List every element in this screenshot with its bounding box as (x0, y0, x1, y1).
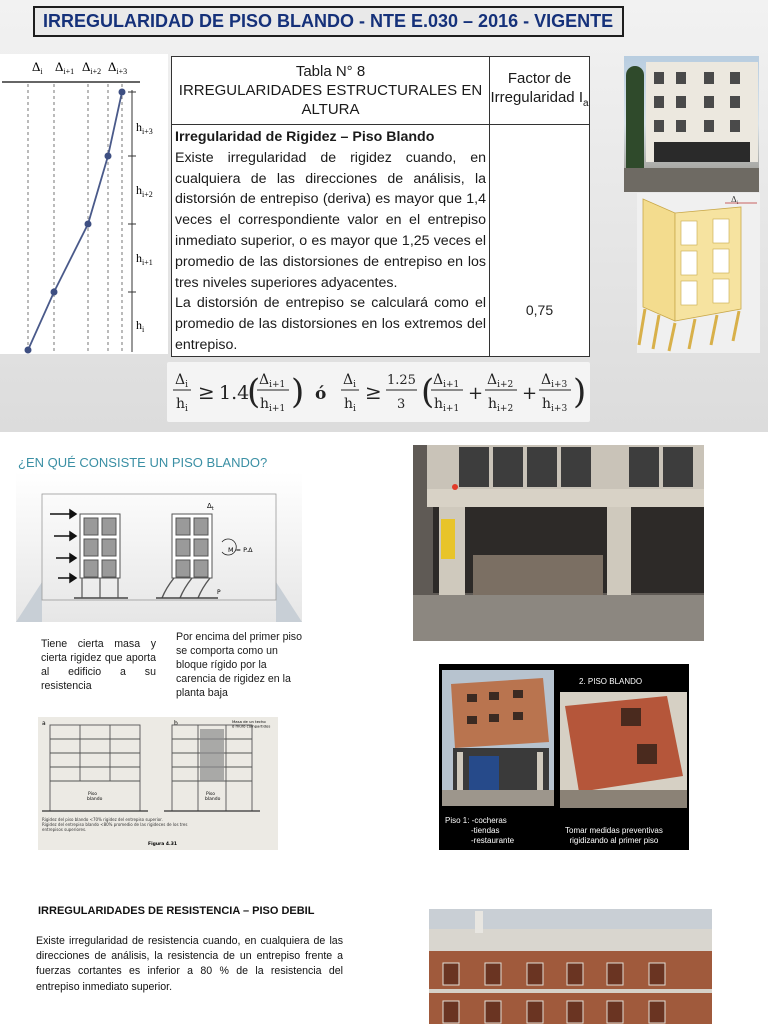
formula-plus-2: + (522, 383, 538, 404)
svg-text:(: ( (247, 372, 261, 412)
formula-coef-2-num: 1.25 (387, 373, 416, 388)
factor-value-cell (490, 125, 590, 357)
rule-description-cell (172, 125, 490, 357)
factor-header-cell (490, 57, 590, 125)
formula-delta-i1: $\Delta_{i+1}$ (259, 372, 286, 390)
formula-h-i1-b: $h_{i+1}$ (434, 396, 460, 414)
height-label-i2: $h_{i+2}$ (136, 183, 153, 199)
formula-conjunction: ó (315, 384, 327, 404)
rule-paragraph-2: La distorsión de entrepiso se calculará como el promedio de las distorsiones en los extremos del entrepiso. (175, 295, 486, 353)
formula-geq-1: ≥ (198, 380, 215, 404)
collage-floor-list: Piso 1: -cocheras -tiendas -restaurante (445, 816, 515, 845)
soft-story-question: ¿EN QUÉ CONSISTE UN PISO BLANDO? (18, 455, 268, 470)
deflected-shape (28, 92, 122, 350)
factor-value: 0,75 (525, 301, 554, 318)
formula-coef-2-den: 3 (397, 397, 406, 412)
slide-banner (33, 6, 624, 37)
figure-number: Figura 4.31 (148, 842, 177, 847)
rule-subtitle: Irregularidad de Rigidez – Piso Blando (175, 129, 435, 145)
rule-paragraph-1: Existe irregularidad de rigidez cuando, en cualquiera de las direcciones de análisis, la distorsión de entrepiso (deriva) es mayor que 1,4 veces el correspondiente valor en el entrepiso inmediato superior, o es mayor que 1,25 veces el promedio de las distorsiones de entrepiso en los tres niveles superiores adyacentes. (175, 149, 486, 291)
formula-h-i1: $h_{i+1}$ (260, 396, 286, 414)
formula-h-i2: $h_{i+2}$ (488, 396, 514, 414)
formula-delta-i1-b: $\Delta_{i+1}$ (433, 372, 460, 390)
panel-b-label: b (174, 720, 178, 727)
panel-a-label: a (42, 720, 46, 727)
drift-diagram (0, 54, 168, 354)
height-label-i3: $h_{i+3}$ (136, 120, 153, 136)
top-slide (0, 0, 768, 432)
sketch-load-label: P (217, 589, 221, 596)
formula-coef-1: 1.4 (219, 382, 250, 404)
collage-measures: Tomar medidas preventivas rigidizando al primer piso (565, 826, 663, 845)
banner-title: IRREGULARIDAD DE PISO BLANDO - NTE E.030 – 2016 - VIGENTE (43, 11, 614, 31)
weak-story-building-photo (429, 909, 712, 1024)
formula-delta-i2: $\Delta_{i+2}$ (487, 372, 514, 390)
delta-label-i1: $\Delta_{i+1}$ (55, 59, 75, 76)
height-label-i: $h_i$ (136, 318, 145, 334)
caption-mass-stiffness: Tiene cierta masa y cierta rigidez que aporta al edificio a su resistencia (41, 638, 156, 692)
soft-story-textbook-figure (38, 717, 278, 850)
table-title-line-1: Tabla N° 8 (295, 63, 366, 80)
factor-header-line-1: Factor de (507, 69, 572, 87)
formula-delta-i3: $\Delta_{i+3}$ (541, 372, 568, 390)
table-title-line-3: ALTURA (301, 101, 360, 118)
formula-delta-i: $\Delta_i$ (175, 372, 189, 390)
sketch-moment-label: M = P.Δ (228, 546, 253, 554)
soft-story-formula (167, 362, 590, 422)
caption-rigid-block: Por encima del primer piso se comporta como un bloque rígido por la carencia de rigidez en la planta baja (176, 631, 302, 699)
delta-label-i3: $\Delta_{i+3}$ (108, 59, 128, 76)
soft-story-collage (439, 664, 689, 850)
mass-note: Masa de un techo o muro compartidos (232, 719, 271, 729)
building-photo (624, 56, 759, 192)
weak-story-text: Existe irregularidad de resistencia cuando, en cualquiera de las direcciones de análisis, la resistencia de un entrepiso frente a fuerzas cortantes es inferior a 80 % de la resistencia del entrepiso inmediato superior. (36, 935, 343, 993)
svg-text:): ) (291, 372, 305, 412)
irregularity-table (171, 56, 590, 357)
sketch-delta-label: $\Delta_t$ (207, 502, 214, 512)
soft-label-b: Piso blando (205, 792, 221, 802)
factor-header-line-2: Irregularidad $I_a$ (490, 88, 589, 109)
isometric-building-model (637, 193, 760, 353)
figure-notes: Rigidez del piso blando <70% rigidez del entrepiso superior. Rigidez del entrepiso blando <80% promedio de las rigideces de los tres entrepisos superiores. (42, 817, 188, 832)
formula-h-i-b: $h_i$ (344, 396, 356, 414)
svg-text:): ) (573, 372, 587, 412)
formula-delta-i-b: $\Delta_i$ (343, 372, 357, 390)
table-title-line-2: IRREGULARIDADES ESTRUCTURALES EN (178, 82, 483, 99)
collage-tag: 2. PISO BLANDO (579, 677, 643, 686)
height-label-i1: $h_{i+1}$ (136, 251, 153, 267)
formula-plus-1: + (468, 383, 484, 404)
formula-geq-2: ≥ (365, 380, 382, 404)
delta-label-i2: $\Delta_{i+2}$ (82, 59, 102, 76)
svg-text:(: ( (421, 372, 435, 412)
weak-story-title: IRREGULARIDADES DE RESISTENCIA – PISO DEBIL (38, 905, 315, 917)
soft-story-sketch (16, 472, 302, 622)
table-title-cell (172, 57, 490, 125)
delta-label-i: $\Delta_i$ (32, 59, 43, 76)
iso-delta-label: Δ (731, 195, 737, 204)
formula-h-i: $h_i$ (176, 396, 188, 414)
soft-story-collapse-photo (413, 445, 704, 641)
soft-label-a: Piso blando (87, 792, 103, 802)
formula-h-i3: $h_{i+3}$ (542, 396, 568, 414)
